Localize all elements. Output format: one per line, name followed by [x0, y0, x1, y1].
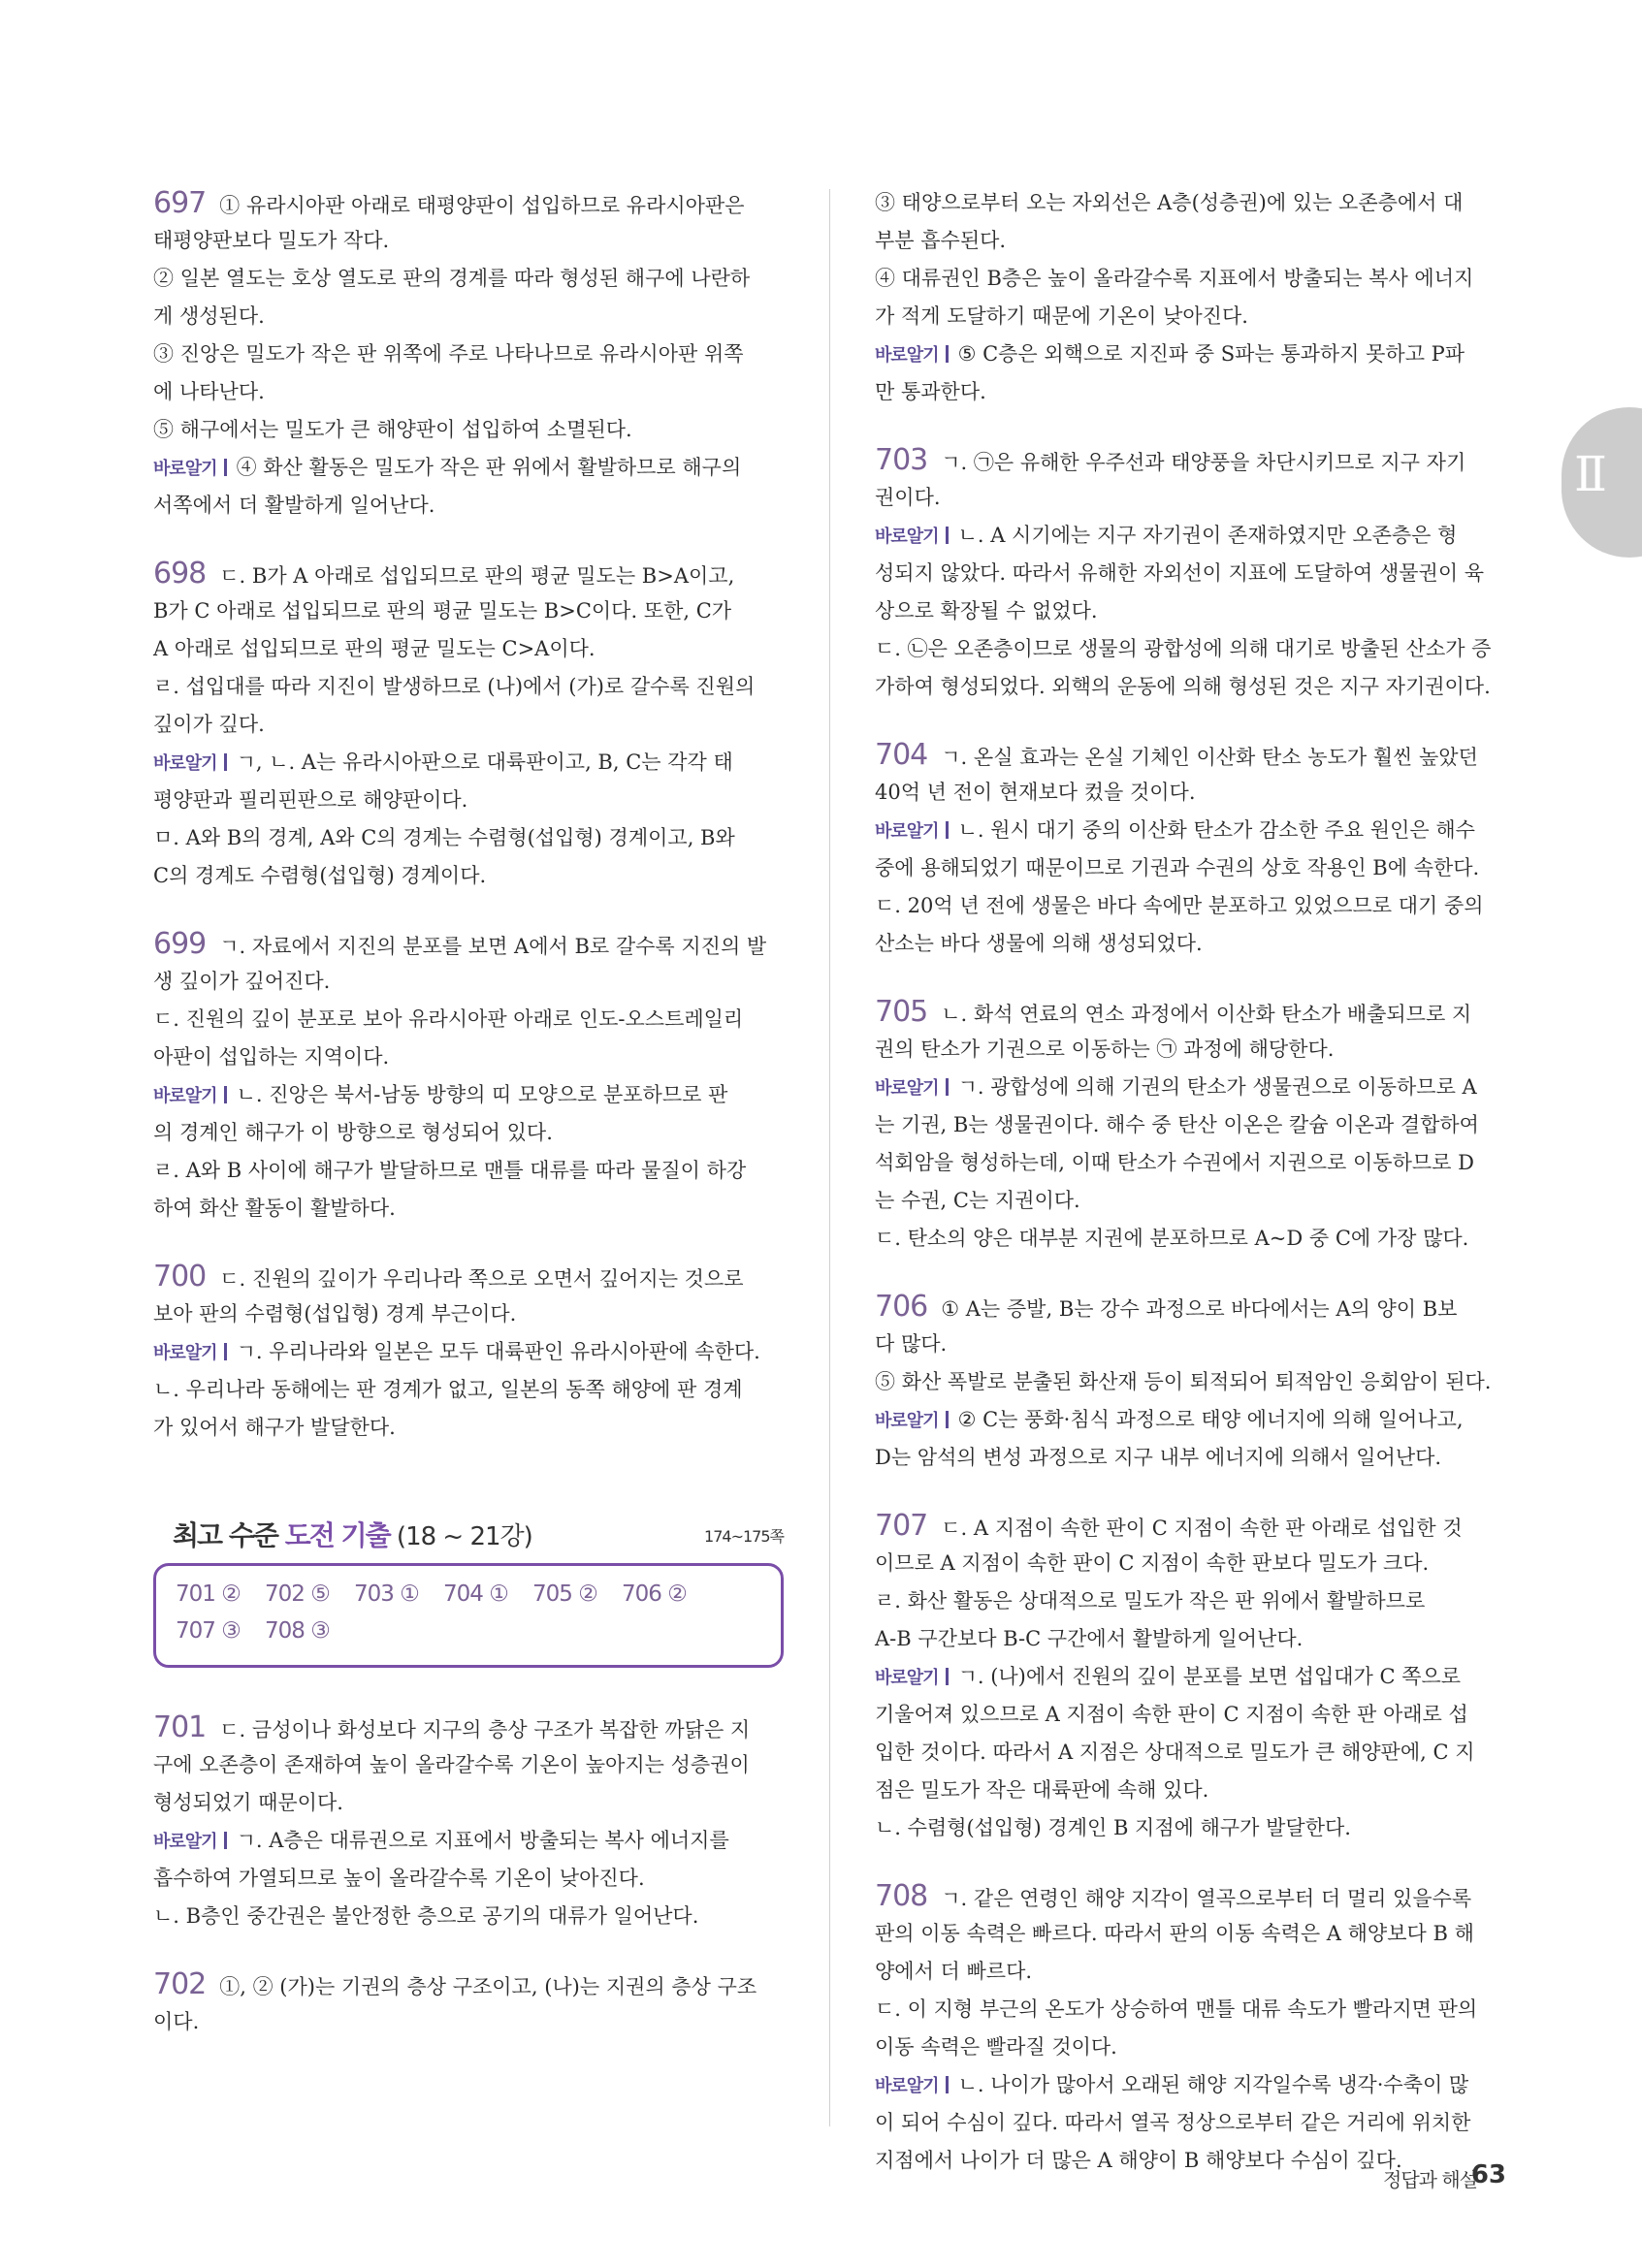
baro-label: 바로알기	[875, 1668, 958, 1688]
text-line	[875, 1877, 1505, 1915]
line-text: ㄷ. 20억 년 전에 생물은 바다 속에만 분포하고 있었으므로 대기 중의	[875, 894, 1484, 917]
line-text: ㄷ. ㉡은 오존층이므로 생물의 광합성에 의해 대기로 방출된 산소가 증	[875, 637, 1492, 660]
text-line	[153, 706, 784, 744]
question-number: 701	[153, 1710, 207, 1744]
line-text: 부분 흡수된다.	[875, 229, 1007, 252]
text-line	[153, 1114, 784, 1152]
line-text: ㄴ. 나이가 많아서 오래된 해양 지각일수록 냉각·수축이 많	[957, 2073, 1469, 2096]
line-text: ㄱ. A층은 대류권으로 지표에서 방출되는 복사 에너지를	[236, 1829, 729, 1852]
line-text: ㄱ. 광합성에 의해 기권의 탄소가 생물권으로 이동하므로 A	[957, 1075, 1477, 1099]
baro-label: 바로알기	[153, 753, 237, 774]
text-line	[153, 1709, 784, 1746]
text-line	[875, 993, 1505, 1031]
line-text: ㄱ. 온실 효과는 온실 기체인 이산화 탄소 농도가 훨씬 높았던	[941, 746, 1478, 769]
line-text: 판의 이동 속력은 빠르다. 따라서 판의 이동 속력은 A 해양보다 B 해	[875, 1922, 1474, 1945]
answer-entry	[153, 184, 784, 525]
line-text: ㄷ. 탄소의 양은 대부분 지권에 분포하므로 A~D 중 C에 가장 많다.	[875, 1227, 1469, 1250]
line-text: 가 적게 도달하기 때문에 기온이 낮아진다.	[875, 304, 1248, 328]
text-line	[875, 1696, 1505, 1734]
column-divider	[829, 189, 830, 2126]
right-column	[875, 184, 1505, 2210]
line-text: 석회암을 형성하는데, 이때 탄소가 수권에서 지권으로 이동하므로 D	[875, 1151, 1474, 1174]
text-line	[153, 592, 784, 630]
text-line	[153, 2003, 784, 2041]
footer-label: 정답과 해설	[1383, 2168, 1477, 2191]
line-text: A 아래로 섭입되므로 판의 평균 밀도는 C>A이다.	[153, 637, 596, 660]
text-line	[153, 1409, 784, 1447]
line-text: ㄴ. 우리나라 동해에는 판 경계가 없고, 일본의 동쪽 해양에 판 경계	[153, 1378, 743, 1401]
text-line	[875, 1809, 1505, 1847]
line-text: D는 암석의 변성 과정으로 지구 내부 에너지에 의해서 일어난다.	[875, 1446, 1442, 1469]
line-text: ㄷ. A 지점이 속한 판이 C 지점이 속한 판 아래로 섭입한 것	[941, 1517, 1463, 1540]
text-line	[153, 1333, 784, 1371]
answer-key-item: 702 ⑤	[265, 1581, 330, 1607]
line-text: 상으로 확장될 수 없었다.	[875, 599, 1098, 623]
line-text: 가하여 형성되었다. 외핵의 운동에 의해 형성된 것은 지구 자기권이다.	[875, 675, 1491, 698]
text-line	[875, 1220, 1505, 1258]
text-line	[153, 857, 784, 895]
line-text: ② C는 풍화·침식 과정으로 태양 에너지에 의해 일어나고,	[957, 1408, 1464, 1431]
text-line	[153, 260, 784, 298]
question-number: 700	[153, 1260, 207, 1294]
line-text: ① 유라시아판 아래로 태평양판이 섭입하므로 유라시아판은	[219, 194, 745, 217]
baro-label: 바로알기	[153, 1343, 237, 1363]
line-text: ④ 대류권인 B층은 높이 올라갈수록 지표에서 방출되는 복사 에너지	[875, 267, 1474, 290]
baro-label: 바로알기	[875, 527, 958, 547]
text-line	[875, 555, 1505, 592]
line-text: 는 기권, B는 생물권이다. 해수 중 탄산 이온은 칼슘 이온과 결합하여	[875, 1113, 1479, 1136]
text-line	[875, 517, 1505, 555]
answer-entry	[875, 441, 1505, 706]
text-line	[875, 2104, 1505, 2142]
line-text: ⑤ 해구에서는 밀도가 큰 해양판이 섭입하여 소멸된다.	[153, 418, 632, 441]
right-entries	[875, 184, 1505, 2180]
question-number: 702	[153, 1967, 207, 2001]
line-text: 가 있어서 해구가 발달한다.	[153, 1416, 396, 1439]
text-line	[875, 1991, 1505, 2028]
line-text: 흡수하여 가열되므로 높이 올라갈수록 기온이 낮아진다.	[153, 1867, 645, 1890]
text-line	[153, 1258, 784, 1295]
question-number: 699	[153, 927, 207, 961]
text-line	[153, 298, 784, 335]
text-line	[153, 1860, 784, 1898]
text-line	[875, 441, 1505, 479]
line-text: 성되지 않았다. 따라서 유해한 자외선이 지표에 도달하여 생물권이 육	[875, 561, 1485, 585]
text-line	[153, 555, 784, 592]
line-text: ② 일본 열도는 호상 열도로 판의 경계를 따라 형성된 해구에 나란하	[153, 267, 751, 290]
line-text: 태평양판보다 밀도가 작다.	[153, 229, 390, 252]
line-text: 는 수권, C는 지권이다.	[875, 1189, 1080, 1212]
section-tab-label: Ⅱ	[1574, 446, 1607, 502]
answer-key-item: 704 ①	[443, 1581, 508, 1607]
question-number: 698	[153, 557, 207, 591]
text-line	[875, 1182, 1505, 1220]
line-text: 게 생성된다.	[153, 304, 265, 328]
line-text: ⑤ 화산 폭발로 분출된 화산재 등이 퇴적되어 퇴적암인 응회암이 된다.	[875, 1370, 1492, 1393]
line-text: 에 나타난다.	[153, 380, 265, 403]
line-text: 깊이가 깊다.	[153, 713, 265, 736]
text-line	[153, 963, 784, 1001]
line-text: 이므로 A 지점이 속한 판이 C 지점이 속한 판보다 밀도가 크다.	[875, 1551, 1430, 1575]
text-line	[153, 487, 784, 525]
text-line	[875, 1582, 1505, 1620]
text-line	[875, 1144, 1505, 1182]
text-line	[875, 736, 1505, 774]
text-line	[153, 1001, 784, 1038]
text-line	[153, 1746, 784, 1784]
line-text: ㄹ. 화산 활동은 상대적으로 밀도가 작은 판 위에서 활발하므로	[875, 1589, 1426, 1613]
text-line	[153, 1965, 784, 2003]
line-text: ㄱ. 같은 연령인 해양 지각이 열곡으로부터 더 멀리 있을수록	[941, 1887, 1472, 1910]
line-text: ㄱ, ㄴ. A는 유라시아판으로 대륙판이고, B, C는 각각 태	[236, 751, 733, 774]
line-text: 권이다.	[875, 486, 941, 509]
answer-summary-header	[153, 1515, 784, 1555]
text-line	[875, 630, 1505, 668]
text-line	[875, 1326, 1505, 1363]
baro-label: 바로알기	[875, 345, 958, 366]
answer-summary-title	[173, 1515, 532, 1553]
line-text: 생 깊이가 깊어진다.	[153, 970, 331, 993]
text-line	[153, 1076, 784, 1114]
line-text: ㅁ. A와 B의 경계, A와 C의 경계는 수렴형(섭입형) 경계이고, B와	[153, 826, 735, 849]
text-line	[875, 1772, 1505, 1809]
text-line	[875, 373, 1505, 411]
text-line	[153, 1152, 784, 1190]
line-text: ①, ② (가)는 기권의 층상 구조이고, (나)는 지권의 층상 구조	[219, 1975, 757, 1998]
baro-label: 바로알기	[153, 1086, 237, 1106]
left-column	[153, 184, 784, 2071]
text-line	[153, 630, 784, 668]
text-line	[153, 449, 784, 487]
line-text: ㄹ. 섭입대를 따라 지진이 발생하므로 (나)에서 (가)로 갈수록 진원의	[153, 675, 756, 698]
text-line	[153, 1190, 784, 1228]
line-text: 형성되었기 때문이다.	[153, 1791, 343, 1814]
text-line	[875, 298, 1505, 335]
line-text: 이동 속력은 빨라질 것이다.	[875, 2035, 1117, 2059]
question-number: 708	[875, 1879, 928, 1913]
text-line	[875, 260, 1505, 298]
baro-label: 바로알기	[875, 1078, 958, 1099]
answer-entry	[875, 1288, 1505, 1477]
line-text: ㄴ. B층인 중간권은 불안정한 층으로 공기의 대류가 일어난다.	[153, 1904, 699, 1928]
line-text: ㄱ. ㉠은 유해한 우주선과 태양풍을 차단시키므로 지구 자기	[941, 451, 1466, 474]
baro-label: 바로알기	[875, 821, 958, 842]
line-text: 입한 것이다. 따라서 A 지점은 상대적으로 밀도가 큰 해양판에, C 지	[875, 1741, 1475, 1764]
line-text: ㄴ. 진앙은 북서-남동 방향의 띠 모양으로 분포하므로 판	[236, 1083, 728, 1106]
text-line	[875, 668, 1505, 706]
answer-key-item: 708 ③	[265, 1618, 330, 1644]
answer-entry	[153, 1965, 784, 2041]
text-line	[153, 1784, 784, 1822]
line-text: 양에서 더 빠르다.	[875, 1960, 1033, 1983]
answer-entry	[875, 736, 1505, 963]
answer-entry	[875, 993, 1505, 1258]
line-text: ㄴ. A 시기에는 지구 자기권이 존재하였지만 오존층은 형	[957, 524, 1458, 547]
question-number: 704	[875, 738, 928, 772]
line-text: ④ 화산 활동은 밀도가 작은 판 위에서 활발하므로 해구의	[236, 456, 742, 479]
answer-entry	[875, 1877, 1505, 2180]
line-text: 권의 탄소가 기권으로 이동하는 ㉠ 과정에 해당한다.	[875, 1038, 1335, 1061]
answer-entry	[875, 184, 1505, 411]
answer-entry	[153, 1258, 784, 1447]
answer-entry	[875, 1507, 1505, 1847]
line-text: 이다.	[153, 2010, 200, 2033]
text-line	[875, 1658, 1505, 1696]
line-text: B가 C 아래로 섭입되므로 판의 평균 밀도는 B>C이다. 또한, C가	[153, 599, 732, 623]
text-line	[875, 1031, 1505, 1069]
answer-entry	[153, 1709, 784, 1935]
text-line	[153, 1898, 784, 1935]
line-text: 점은 밀도가 작은 대륙판에 속해 있다.	[875, 1778, 1209, 1802]
text-line	[153, 373, 784, 411]
line-text: ㄱ. 우리나라와 일본은 모두 대륙판인 유라시아판에 속한다.	[236, 1340, 760, 1363]
text-line	[153, 222, 784, 260]
line-text: C의 경계도 수렴형(섭입형) 경계이다.	[153, 864, 487, 887]
line-text: 아판이 섭입하는 지역이다.	[153, 1045, 390, 1069]
line-text: 서쪽에서 더 활발하게 일어난다.	[153, 494, 435, 517]
line-text: 이 되어 수심이 깊다. 따라서 열곡 정상으로부터 같은 거리에 위치한	[875, 2111, 1471, 2134]
text-line	[875, 1734, 1505, 1772]
line-text: 기울어져 있으므로 A 지점이 속한 판이 C 지점이 속한 판 아래로 섭	[875, 1703, 1468, 1726]
text-line	[153, 184, 784, 222]
baro-label: 바로알기	[153, 1832, 237, 1852]
line-text: ㄱ. (나)에서 진원의 깊이 분포를 보면 섭입대가 C 쪽으로	[957, 1665, 1462, 1688]
text-line	[875, 222, 1505, 260]
text-line	[875, 1915, 1505, 1953]
line-text: ㄴ. 수렴형(섭입형) 경계인 B 지점에 해구가 발달한다.	[875, 1816, 1351, 1839]
answer-key-item: 705 ②	[532, 1581, 597, 1607]
left-entries-after-box	[153, 1709, 784, 2041]
answer-row	[176, 1581, 761, 1618]
title-part-1: 최고 수준	[173, 1519, 285, 1551]
baro-label: 바로알기	[875, 1411, 958, 1431]
text-line	[153, 782, 784, 819]
answer-entry	[153, 555, 784, 895]
text-line	[875, 592, 1505, 630]
answer-key-item: 701 ②	[176, 1581, 241, 1607]
text-line	[875, 335, 1505, 373]
answer-key-item: 706 ②	[622, 1581, 687, 1607]
text-line	[153, 744, 784, 782]
line-text: ㄷ. B가 A 아래로 섭입되므로 판의 평균 밀도는 B>A이고,	[219, 564, 735, 588]
line-text: ㄷ. 진원의 깊이 분포로 보아 유라시아판 아래로 인도-오스트레일리	[153, 1007, 744, 1031]
text-line	[875, 1439, 1505, 1477]
answer-summary-pages: 174~175쪽	[704, 1527, 784, 1546]
text-line	[875, 1288, 1505, 1326]
question-number: 706	[875, 1290, 928, 1324]
text-line	[153, 925, 784, 963]
left-entries	[153, 184, 784, 1447]
text-line	[153, 1038, 784, 1076]
answer-row	[176, 1618, 761, 1655]
line-text: 40억 년 전이 현재보다 컸을 것이다.	[875, 781, 1196, 804]
text-line	[875, 774, 1505, 812]
text-line	[875, 1363, 1505, 1401]
text-line	[875, 1401, 1505, 1439]
answer-summary	[153, 1515, 784, 1668]
answer-box	[153, 1563, 784, 1668]
text-line	[153, 1371, 784, 1409]
text-line	[875, 1069, 1505, 1106]
line-text: ③ 태양으로부터 오는 자외선은 A층(성층권)에 있는 오존층에서 대	[875, 191, 1464, 214]
text-line	[875, 184, 1505, 222]
text-line	[153, 335, 784, 373]
line-text: ㄷ. 이 지형 부근의 온도가 상승하여 맨틀 대류 속도가 빨라지면 판의	[875, 1997, 1478, 2021]
line-text: ① A는 증발, B는 강수 과정으로 바다에서는 A의 양이 B보	[941, 1297, 1458, 1321]
title-part-2: 도전 기출	[284, 1519, 390, 1551]
line-text: 다 많다.	[875, 1332, 948, 1356]
line-text: 산소는 바다 생물에 의해 생성되었다.	[875, 932, 1203, 955]
line-text: 만 통과한다.	[875, 380, 986, 403]
line-text: 의 경계인 해구가 이 방향으로 형성되어 있다.	[153, 1121, 553, 1144]
line-text: ㄹ. A와 B 사이에 해구가 발달하므로 맨틀 대류를 따라 물질이 하강	[153, 1159, 747, 1182]
line-text: 하여 화산 활동이 활발하다.	[153, 1197, 396, 1220]
line-text: ㄴ. 화석 연료의 연소 과정에서 이산화 탄소가 배출되므로 지	[941, 1003, 1472, 1026]
baro-label: 바로알기	[153, 459, 237, 479]
question-number: 705	[875, 995, 928, 1029]
title-part-3: (18 ~ 21강)	[389, 1522, 532, 1551]
question-number: 703	[875, 443, 928, 477]
text-line	[153, 819, 784, 857]
question-number: 707	[875, 1509, 928, 1543]
text-line	[875, 1620, 1505, 1658]
line-text: ㄱ. 자료에서 지진의 분포를 보면 A에서 B로 갈수록 지진의 발	[219, 935, 767, 958]
page-number: 63	[1470, 2160, 1506, 2189]
line-text: ㄴ. 원시 대기 중의 이산화 탄소가 감소한 주요 원인은 해수	[957, 818, 1475, 842]
line-text: 중에 용해되었기 때문이므로 기권과 수권의 상호 작용인 B에 속한다.	[875, 856, 1480, 879]
text-line	[153, 411, 784, 449]
text-line	[875, 1953, 1505, 1991]
answer-entry	[153, 925, 784, 1228]
text-line	[875, 1507, 1505, 1545]
text-line	[875, 2028, 1505, 2066]
question-number: 697	[153, 186, 207, 220]
line-text: ㄷ. 진원의 깊이가 우리나라 쪽으로 오면서 깊어지는 것으로	[219, 1267, 744, 1291]
text-line	[153, 1822, 784, 1860]
line-text: 지점에서 나이가 더 많은 A 해양이 B 해양보다 수심이 깊다.	[875, 2149, 1402, 2172]
answer-key-item: 707 ③	[176, 1618, 241, 1644]
text-line	[153, 1295, 784, 1333]
text-line	[875, 925, 1505, 963]
text-line	[875, 479, 1505, 517]
baro-label: 바로알기	[875, 2076, 958, 2096]
line-text: 평양판과 필리핀판으로 해양판이다.	[153, 788, 468, 812]
text-line	[875, 812, 1505, 849]
line-text: A-B 구간보다 B-C 구간에서 활발하게 일어난다.	[875, 1627, 1304, 1650]
line-text: 보아 판의 수렴형(섭입형) 경계 부근이다.	[153, 1302, 517, 1326]
line-text: 구에 오존층이 존재하여 높이 올라갈수록 기온이 높아지는 성층권이	[153, 1753, 750, 1776]
text-line	[875, 1106, 1505, 1144]
line-text: ③ 진앙은 밀도가 작은 판 위쪽에 주로 나타나므로 유라시아판 위쪽	[153, 342, 744, 366]
text-line	[875, 2066, 1505, 2104]
text-line	[875, 887, 1505, 925]
line-text: ⑤ C층은 외핵으로 지진파 중 S파는 통과하지 못하고 P파	[957, 342, 1465, 366]
answer-key-item: 703 ①	[354, 1581, 419, 1607]
text-line	[875, 1545, 1505, 1582]
text-line	[153, 668, 784, 706]
text-line	[875, 849, 1505, 887]
line-text: ㄷ. 금성이나 화성보다 지구의 층상 구조가 복잡한 까닭은 지	[219, 1718, 751, 1741]
